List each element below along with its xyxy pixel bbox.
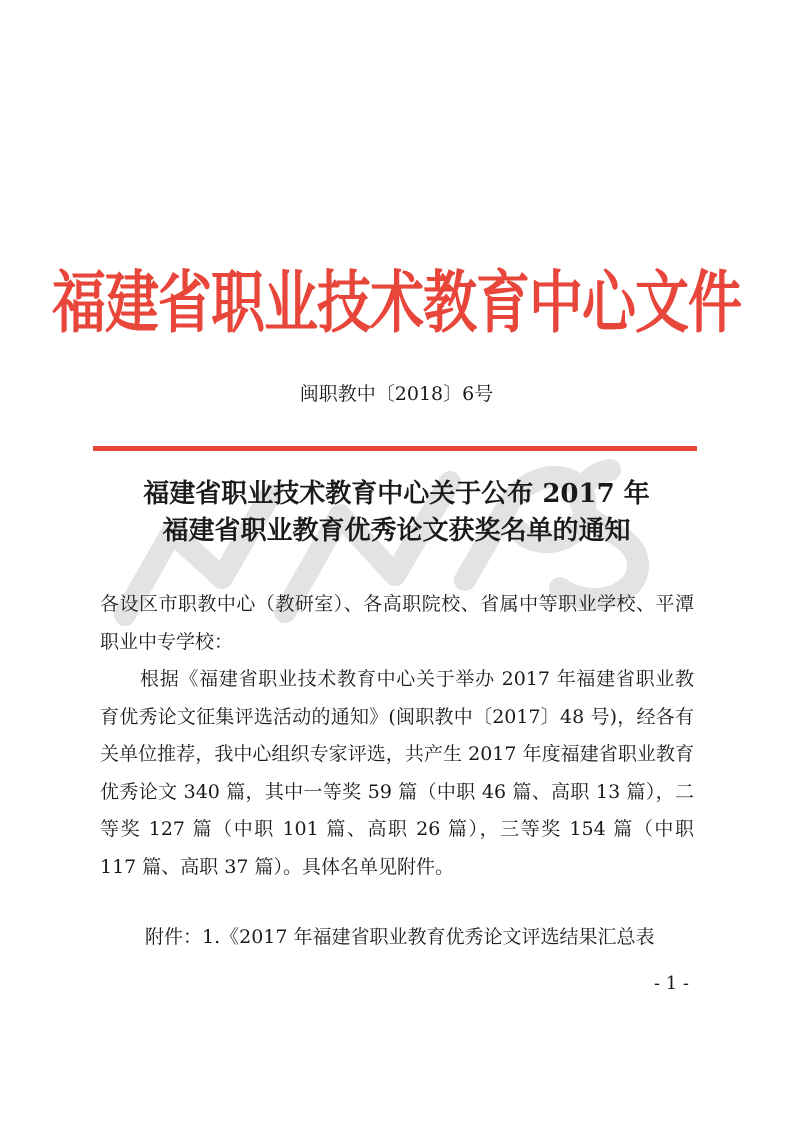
notice-title-line-1: 福建省职业技术教育中心关于公布 2017 年 [143, 479, 650, 509]
body-paragraph: 根据《福建省职业技术教育中心关于举办 2017 年福建省职业教育优秀论文征集评选活动的通知》(闽职教中〔2017〕48 号)，经各有关单位推荐，我中心组织专家评选，共产生 2017 年度福建省职业教育优秀论文 340 篇，其中一等奖 59 篇（中职 46 篇、高职 13 篇），二等奖 127 篇（中职 101 篇、高职 26 篇），三等奖 154 篇（中职 117 篇、高职 37 篇）。具体名单见附件。 [100, 668, 694, 878]
notice-title-line-2: 福建省职业教育优秀论文获奖名单的通知 [162, 516, 631, 546]
notice-body [100, 586, 694, 886]
attachment-line: 附件：1.《2017 年福建省职业教育优秀论文评选结果汇总表 [145, 926, 655, 948]
recipients-line: 各设区市职教中心（教研室）、各高职院校、省属中等职业学校、平潭职业中专学校： [100, 593, 694, 653]
page-number: - 1 - [653, 973, 689, 994]
document-number: 闽职教中〔2018〕6号 [299, 383, 494, 405]
red-divider-line [93, 446, 697, 451]
document-header-title: 福建省职业技术教育中心文件 [52, 262, 741, 342]
notice-title [0, 476, 793, 550]
